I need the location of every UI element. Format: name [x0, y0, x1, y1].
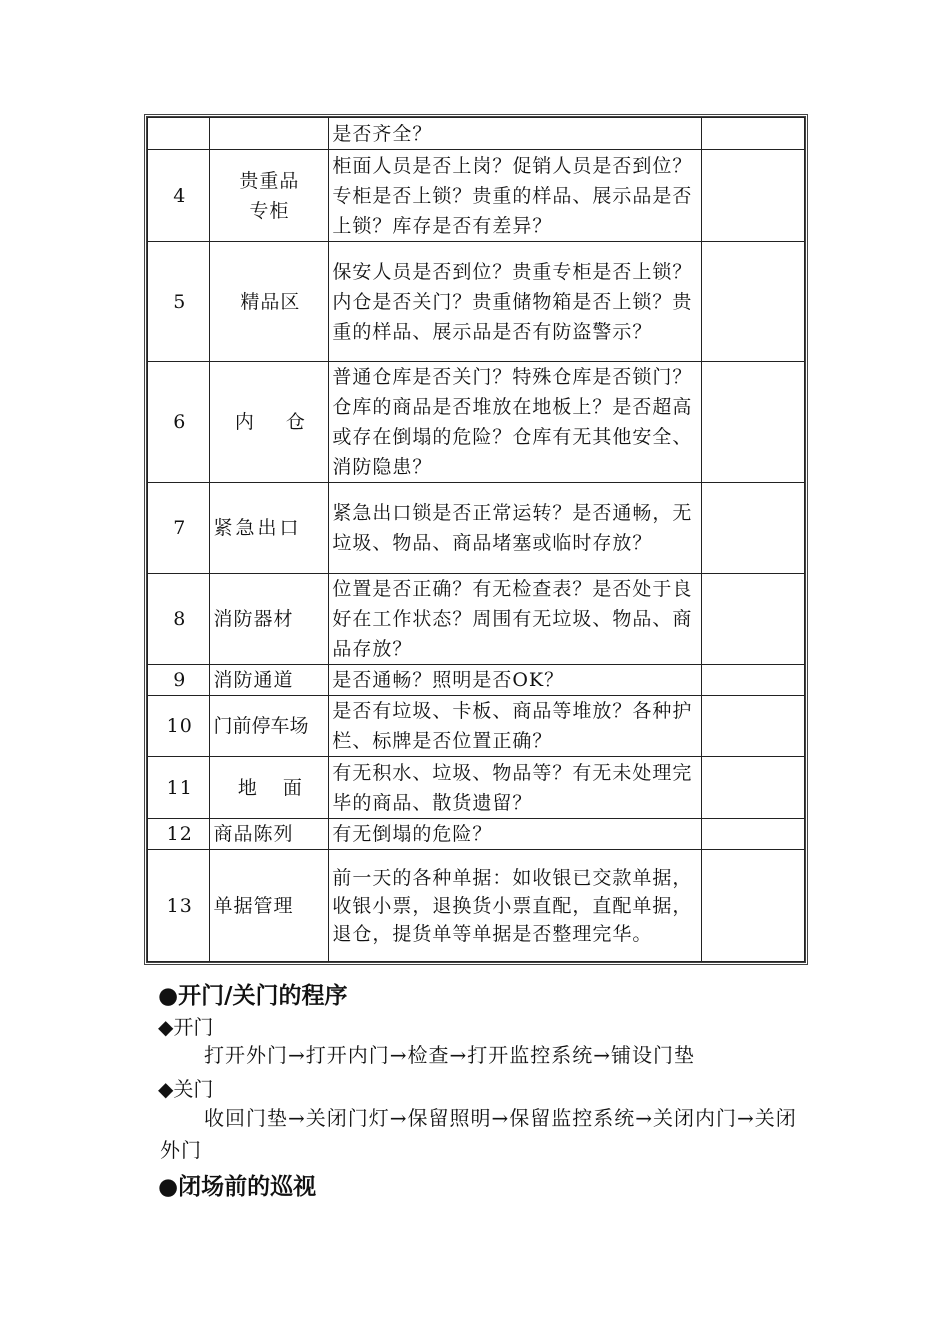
row-number: 12 — [148, 819, 210, 850]
remarks-cell — [702, 757, 805, 819]
section-heading-open-close: ●开门/关门的程序 — [158, 983, 348, 1009]
table-row — [148, 850, 805, 962]
remarks-cell — [702, 665, 805, 696]
subheading-open: ◆开门 — [158, 1015, 214, 1039]
remarks-cell — [702, 850, 805, 962]
check-area-label: 贵重品专柜 — [239, 169, 300, 222]
check-area: 地 面 — [210, 757, 329, 819]
check-content: 普通仓库是否关门？特殊仓库是否锁门？仓库的商品是否堆放在地板上？是否超高或存在倒塌的危险？仓库有无其他安全、消防隐患？ — [329, 362, 702, 483]
table-row — [148, 242, 805, 362]
check-content: 是否通畅？照明是否OK？ — [329, 665, 702, 696]
row-number: 5 — [148, 242, 210, 362]
close-procedure-text: 收回门垫→关闭门灯→保留照明→保留监控系统→关闭内门→关闭外门 — [160, 1106, 797, 1162]
inspection-table-frame — [144, 114, 808, 965]
check-area: 消防器材 — [210, 574, 329, 665]
row-number: 11 — [148, 757, 210, 819]
check-area: 精品区 — [210, 242, 329, 362]
check-area: 商品陈列 — [210, 819, 329, 850]
check-area — [210, 150, 329, 242]
open-procedure-text: 打开外门→打开内门→检查→打开监控系统→铺设门垫 — [204, 1043, 696, 1067]
check-area: 内 仓 — [210, 362, 329, 483]
check-content: 位置是否正确？有无检查表？是否处于良好在工作状态？周围有无垃圾、物品、商品存放？ — [329, 574, 702, 665]
subheading-close: ◆关门 — [158, 1077, 214, 1101]
check-area: 消防通道 — [210, 665, 329, 696]
check-content: 是否齐全？ — [329, 118, 702, 150]
table-row — [148, 362, 805, 483]
check-content: 有无倒塌的危险？ — [329, 819, 702, 850]
remarks-cell — [702, 483, 805, 574]
row-number: 7 — [148, 483, 210, 574]
check-content: 前一天的各种单据：如收银已交款单据，收银小票，退换货小票直配，直配单据，退仓，提货单等单据是否整理完华。 — [329, 850, 702, 962]
row-number: 8 — [148, 574, 210, 665]
table-row — [148, 483, 805, 574]
table-row — [148, 819, 805, 850]
table-row — [148, 757, 805, 819]
row-number: 4 — [148, 150, 210, 242]
remarks-cell — [702, 150, 805, 242]
table-row — [148, 150, 805, 242]
remarks-cell — [702, 574, 805, 665]
check-content: 有无积水、垃圾、物品等？有无未处理完毕的商品、散货遗留？ — [329, 757, 702, 819]
remarks-cell — [702, 696, 805, 757]
check-content: 紧急出口锁是否正常运转？是否通畅，无垃圾、物品、商品堵塞或临时存放？ — [329, 483, 702, 574]
remarks-cell — [702, 819, 805, 850]
check-area: 门前停车场 — [210, 696, 329, 757]
row-number — [148, 118, 210, 150]
check-content: 是否有垃圾、卡板、商品等堆放？各种护栏、标牌是否位置正确？ — [329, 696, 702, 757]
table-row — [148, 118, 805, 150]
remarks-cell — [702, 118, 805, 150]
check-content: 保安人员是否到位？贵重专柜是否上锁？内仓是否关门？贵重储物箱是否上锁？贵重的样品、展示品是否有防盗警示？ — [329, 242, 702, 362]
row-number: 13 — [148, 850, 210, 962]
section-heading-closing-patrol: ●闭场前的巡视 — [158, 1174, 317, 1200]
table-row — [148, 665, 805, 696]
remarks-cell — [702, 362, 805, 483]
inspection-table — [147, 117, 805, 962]
check-area — [210, 118, 329, 150]
row-number: 9 — [148, 665, 210, 696]
check-content: 柜面人员是否上岗？促销人员是否到位？专柜是否上锁？贵重的样品、展示品是否上锁？库存是否有差异？ — [329, 150, 702, 242]
check-area: 单据管理 — [210, 850, 329, 962]
check-area: 紧急出口 — [210, 483, 329, 574]
table-row — [148, 574, 805, 665]
row-number: 10 — [148, 696, 210, 757]
table-row — [148, 696, 805, 757]
remarks-cell — [702, 242, 805, 362]
row-number: 6 — [148, 362, 210, 483]
